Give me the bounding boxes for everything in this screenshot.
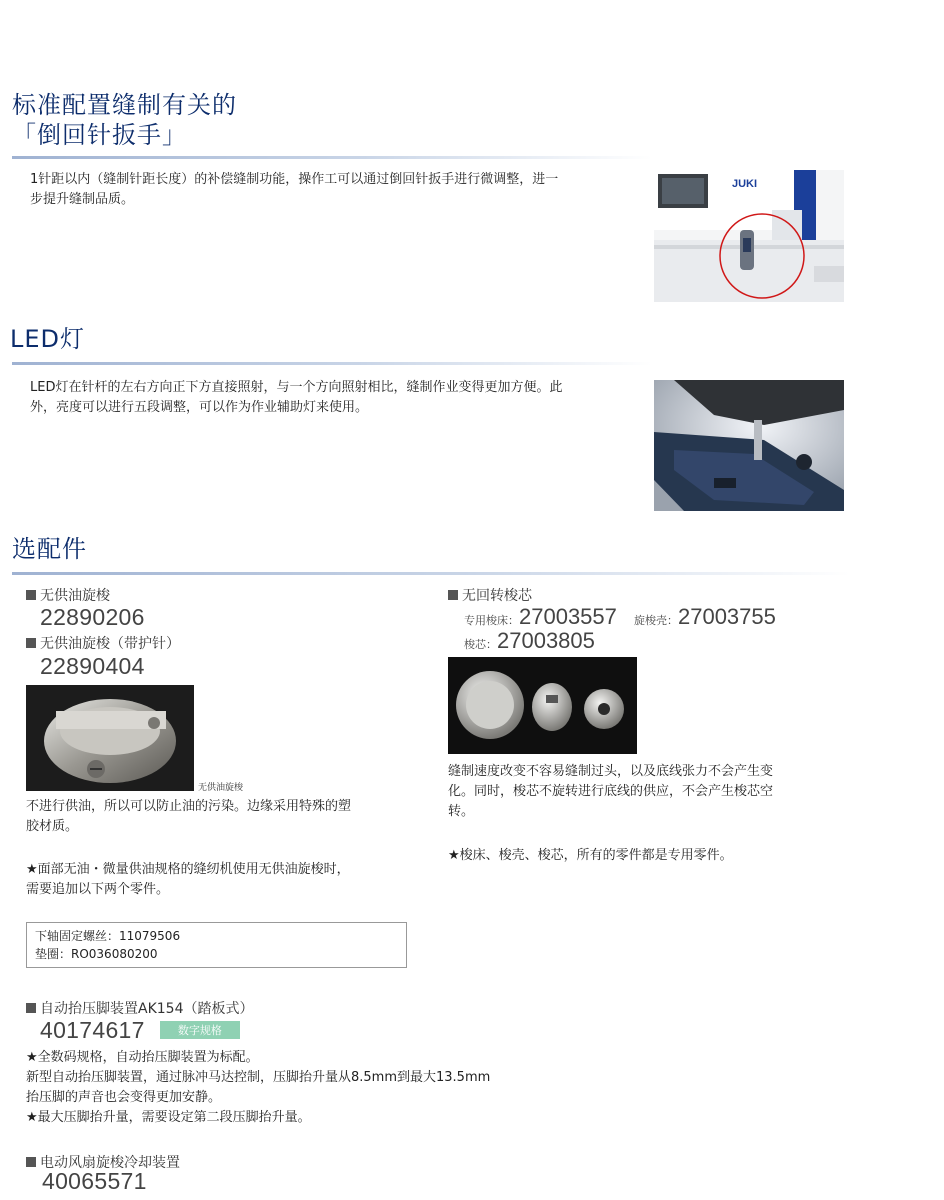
bullet-square-icon (26, 1003, 36, 1013)
bed-label: 专用梭床： (464, 614, 519, 627)
bullet-square-icon (26, 1157, 36, 1167)
item3-desc (448, 762, 848, 822)
bullet-square-icon (26, 590, 36, 600)
required-parts-line1: 下轴固定螺丝：11079506 (35, 929, 181, 943)
item4-code-row (40, 1017, 240, 1044)
item3-codes-row2 (464, 628, 595, 654)
item3-codes-row1 (464, 604, 776, 630)
item3-note: ★梭床、梭壳、梭芯，所有的零件都是专用零件。 (448, 848, 733, 863)
item4-desc (26, 1048, 626, 1128)
section1-body-line2: 步提升缝制品质。 (30, 192, 135, 207)
bobbin-label: 梭芯： (464, 638, 497, 651)
section2-rule (12, 362, 652, 365)
item3-desc-line2: 化。同时，梭芯不旋转进行底线的供应，不会产生梭芯空 (448, 784, 774, 799)
section1-title-line2: 「倒回针扳手」 (12, 121, 187, 149)
section2-title: LED灯 (10, 325, 86, 353)
item2-desc-line1: 不进行供油，所以可以防止油的污染。边缘采用特殊的塑 (26, 799, 352, 814)
item2-label-text: 无供油旋梭（带护针） (40, 636, 180, 652)
section1-rule (12, 156, 652, 159)
rotary-hook-caption: 无供油旋梭 (198, 783, 244, 793)
item1-label-text: 无供油旋梭 (40, 588, 110, 604)
shell-code: 27003755 (677, 604, 776, 629)
section1-body (30, 170, 650, 210)
section3-title: 选配件 (12, 535, 87, 563)
item4-code: 40174617 (40, 1017, 145, 1043)
item5-code: 40065571 (42, 1168, 147, 1194)
section1-title-line1: 标准配置缝制有关的 (12, 91, 237, 119)
item4-line3: 抬压脚的声音也会变得更加安静。 (26, 1090, 222, 1105)
bullet-square-icon (448, 590, 458, 600)
item4-line4: ★最大压脚抬升量，需要设定第二段压脚抬升量。 (26, 1110, 311, 1125)
led-light-photo-svg (654, 380, 844, 511)
item1-code: 22890206 (40, 604, 145, 630)
section3-rule (12, 572, 850, 575)
item2-note-line2: 需要追加以下两个零件。 (26, 882, 170, 897)
required-parts-box (26, 922, 407, 968)
digital-spec-badge: 数字规格 (160, 1021, 240, 1039)
item4-line2: 新型自动抬压脚装置，通过脉冲马达控制，压脚抬升量从8.5mm到最大13.5mm (26, 1070, 491, 1085)
section2-body-line1: LED灯在针杆的左右方向正下方直接照射，与一个方向照射相比，缝制作业变得更加方便。此 (30, 380, 563, 395)
item4-label-text: 自动抬压脚装置AK154（踏板式） (40, 1001, 254, 1017)
shell-label: 旋梭壳： (633, 614, 678, 627)
bobbin-code: 27003805 (497, 628, 595, 653)
item2-code: 22890404 (40, 653, 145, 679)
bullet-square-icon (26, 638, 36, 648)
required-parts-line2: 垫圈：RO036080200 (35, 947, 158, 961)
rotary-hook-photo (26, 685, 194, 791)
item2-note (26, 860, 426, 900)
item1-label (26, 585, 110, 605)
item4-label (26, 998, 253, 1018)
bed-code: 27003557 (519, 604, 617, 629)
item4-line1: ★全数码规格，自动抬压脚装置为标配。 (26, 1050, 259, 1065)
item2-desc (26, 797, 426, 837)
section1-body-line1: 1针距以内（缝制针距长度）的补偿缝制功能，操作工可以通过倒回针扳手进行微调整，进一 (30, 172, 559, 187)
section2-body-line2: 外，亮度可以进行五段调整，可以作为作业辅助灯来使用。 (30, 400, 369, 415)
bobbin-parts-photo-svg (448, 657, 637, 754)
item3-desc-line3: 转。 (448, 804, 475, 819)
item2-label (26, 633, 180, 653)
bobbin-parts-photo (448, 657, 637, 754)
item2-desc-line2: 胶材质。 (26, 819, 79, 834)
section2-body (30, 378, 650, 418)
item3-desc-line1: 缝制速度改变不容易缝制过头，以及底线张力不会产生变 (448, 764, 774, 779)
led-light-photo (654, 380, 844, 511)
item2-note-line1: ★面部无油・微量供油规格的缝纫机使用无供油旋梭时， (26, 862, 350, 877)
reverse-lever-photo (654, 170, 844, 302)
item3-label-text: 无回转梭芯 (462, 588, 532, 604)
item5-label-text: 电动风扇旋梭冷却装置 (40, 1155, 180, 1171)
rotary-hook-photo-svg (26, 685, 194, 791)
juki-logo: JUKI (732, 178, 758, 190)
item3-label (448, 585, 532, 605)
